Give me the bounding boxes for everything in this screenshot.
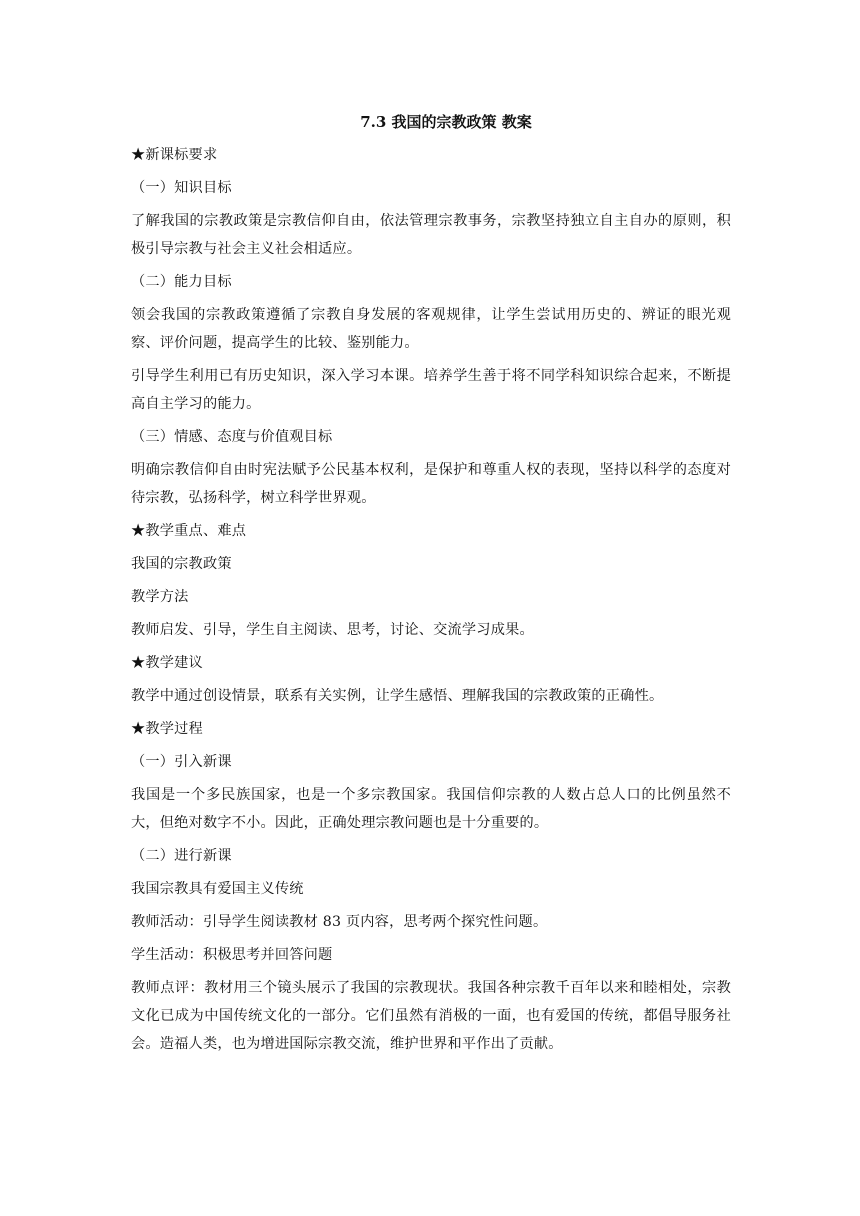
section-heading-key-points: ★教学重点、难点: [131, 523, 247, 539]
paragraph-student-activity: 学生活动：积极思考并回答问题: [131, 947, 333, 963]
paragraph-knowledge-goals: 了解我国的宗教政策是宗教信仰自由，依法管理宗教事务，宗教坚持独立自主自办的原则，积极引导宗教与社会主义社会相适应。: [131, 213, 731, 257]
paragraph-teacher-comment: 教师点评：教材用三个镜头展示了我国的宗教现状。我国各种宗教千百年以来和睦相处，宗教文化已成为中国传统文化的一部分。它们虽然有消极的一面，也有爱国的传统，都倡导服务社会。造福人类，也为增进国际宗教交流，维护世界和平作出了贡献。: [131, 980, 731, 1052]
subheading-introduction: （一）引入新课: [131, 754, 232, 770]
subheading-ability-goals: （二）能力目标: [131, 274, 232, 290]
paragraph-key-point: 我国的宗教政策: [131, 556, 232, 572]
subheading-knowledge-goals: （一）知识目标: [131, 180, 232, 196]
paragraph-ability-goals-1: 领会我国的宗教政策遵循了宗教自身发展的客观规律，让学生尝试用历史的、辨证的眼光观察、评价问题，提高学生的比较、鉴别能力。: [131, 307, 731, 351]
paragraph-introduction: 我国是一个多民族国家，也是一个多宗教国家。我国信仰宗教的人数占总人口的比例虽然不大，但绝对数字不小。因此，正确处理宗教问题也是十分重要的。: [131, 787, 731, 831]
subheading-new-lesson: （二）进行新课: [131, 848, 232, 864]
paragraph-values-goals: 明确宗教信仰自由时宪法赋予公民基本权利，是保护和尊重人权的表现，坚持以科学的态度对待宗教，弘扬科学，树立科学世界观。: [131, 462, 731, 506]
paragraph-ability-goals-2: 引导学生利用已有历史知识，深入学习本课。培养学生善于将不同学科知识综合起来，不断提高自主学习的能力。: [131, 368, 731, 412]
section-heading-teaching-suggestions: ★教学建议: [131, 655, 203, 671]
document-title: 7.3 我国的宗教政策 教案: [360, 113, 532, 131]
paragraph-patriotic-tradition: 我国宗教具有爱国主义传统: [131, 881, 304, 897]
section-heading-new-curriculum: ★新课标要求: [131, 147, 218, 163]
subheading-values-goals: （三）情感、态度与价值观目标: [131, 429, 333, 445]
paragraph-teaching-suggestions: 教学中通过创设情景，联系有关实例，让学生感悟、理解我国的宗教政策的正确性。: [131, 688, 664, 704]
section-heading-teaching-process: ★教学过程: [131, 721, 203, 737]
paragraph-teaching-methods: 教师启发、引导，学生自主阅读、思考，讨论、交流学习成果。: [131, 622, 534, 638]
paragraph-teacher-activity: 教师活动：引导学生阅读教材 83 页内容，思考两个探究性问题。: [131, 914, 548, 930]
document-body: [131, 108, 731, 1063]
subheading-teaching-methods: 教学方法: [131, 589, 189, 605]
